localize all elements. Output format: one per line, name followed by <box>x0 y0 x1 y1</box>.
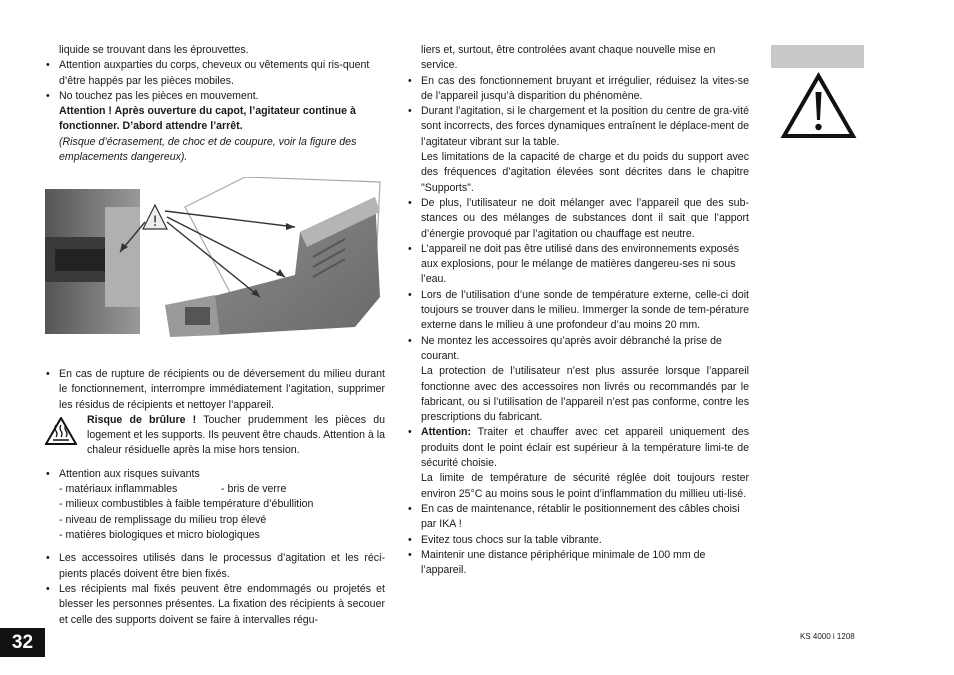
burn-warning-block <box>45 413 385 459</box>
load-limits: Les limitations de la capacité de charge et du poids du support avec des fréquences d’agitation élevées sont décrites dans le chapitre "Supports". <box>421 151 749 194</box>
risk-note: (Risque d’écrasement, de choc et de coupure, voir la figure des emplacements dangereux). <box>59 135 357 164</box>
left-column-bottom <box>45 367 385 628</box>
bullet-rupture: • En cas de rupture de récipients ou de déversement du milieu durant le fonctionnement, interrompre immédiatement l’agitation, supprimer les résidus de récipients et nettoyer l’appareil. <box>45 367 385 413</box>
continuation-text: liquide se trouvant dans les éprouvettes. <box>59 44 249 56</box>
bullet-badly-fixed: • Les récipients mal fixés peuvent être endommagés ou projetés et blesser les personnes présentes. La fixation des récipients à secouer et celle des supports doivent se faire à intervalles régu- <box>45 582 385 628</box>
attention-text: Traiter et chauffer avec cet appareil uniquement des produits dont le point éclair est supérieur à la température limi-te de sécurité choisie. <box>421 426 749 470</box>
bullet-accessories: • Les accessoires utilisés dans le processus d’agitation et les réci-pients placés doivent être bien fixés. <box>45 551 385 582</box>
middle-column <box>407 43 749 578</box>
risk-flammable: - matériaux inflammables <box>59 483 178 496</box>
burn-title: Risque de brûlure ! <box>87 413 197 426</box>
burn-text <box>87 413 385 459</box>
bullet-shocks: • Evitez tous chocs sur la table vibrante. <box>407 533 749 548</box>
bullet-mount: • Ne montez les accessoires qu’après avoir débranché la prise de courant. <box>407 334 749 365</box>
risks-intro: • Attention aux risques suivants <box>45 467 385 482</box>
bullet-distance: • Maintenir une distance périphérique minimale de 100 mm de l’appareil. <box>407 548 749 579</box>
attention-label: Attention: <box>421 426 472 439</box>
bullet-hair: • Attention auxparties du corps, cheveux ou vêtements qui ris-quent d’être happés par les pièces mobiles. <box>45 58 385 89</box>
risk-glass: - bris de verre <box>221 483 287 496</box>
bullet-noise: • En cas des fonctionnement bruyant et irrégulier, réduisez la vites-se de l’appareil jusqu’à disparition du phénomène. <box>407 74 749 105</box>
bullet-no-touch: • No touchez pas les pièces en mouvement. <box>45 89 385 104</box>
bullet-attention <box>407 425 749 471</box>
page-number: 32 <box>0 628 45 657</box>
safety-limit: La limite de température de sécurité réglée doit toujours rester environ 25°C au moins sous le point d’inflammation du millieu uti-lisé. <box>421 472 749 500</box>
bullet-probe: • Lors de l’utilisation d’une sonde de température externe, celle-ci doit toujours se trouver dans le milieu. Immerger la sonde de tem-pérature externe dans le milieu à une profondeur d’au moins 20 mm. <box>407 288 749 334</box>
bullet-load: • Durant l’agitation, si le chargement et la position du centre de gra-vité sont incorrects, des forces dynamiques entraînent le déplace-ment de l’agitateur vibrant sur la table. <box>407 104 749 150</box>
danger-zones-figure <box>45 177 385 337</box>
section-tab-bar <box>771 45 864 68</box>
continuation-service: liers et, surtout, être controlées avant chaque nouvelle mise en service. <box>421 44 716 72</box>
bullet-maintenance: • En cas de maintenance, rétablir le positionnement des câbles choisi par IKA ! <box>407 502 749 533</box>
svg-text:!: ! <box>152 214 158 230</box>
bullet-mix: • De plus, l’utilisateur ne doit mélanger avec l’appareil que des sub-stances ou des mélanges de substances dont il sait que l’apport d’énergie provoqué par l’agitation ou chauffage est neutre. <box>407 196 749 242</box>
burn-body: Toucher prudemment les pièces du logement et les supports. Ils peuvent être chauds. Attention à la chaleur résiduelle après la mise hors tension. <box>87 413 385 457</box>
document-code: KS 4000 i 1208 <box>800 632 855 641</box>
risk-fill-level: - niveau de remplissage du milieu trop élevé <box>59 513 267 526</box>
bullet-explosive: • L’appareil ne doit pas être utilisé dans des environnements exposés aux explosions, pour le mélange de matières dangereu-ses ni sous l’eau. <box>407 242 749 288</box>
protection-text: La protection de l’utilisateur n’est plus assurée lorsque l’appareil fonctionne avec des accessoires non livrés ou recommandés par le fabricant, ou si l’utilisation de l’appareil n’est pas conforme, contre les prescriptions du fabricant. <box>421 365 749 424</box>
hot-surface-warning-icon <box>45 417 77 445</box>
shaker-illustration <box>45 177 385 337</box>
attention-hood: Attention ! Après ouverture du capot, l’agitateur continue à fonctionner. D’abord attendre l’arrêt. <box>59 105 356 133</box>
risk-combustible: - milieux combustibles à faible température d’ébullition <box>59 498 314 511</box>
left-column-top <box>45 43 385 165</box>
risk-biological: - matières biologiques et micro biologiques <box>59 529 260 542</box>
risk-row-1 <box>45 482 385 497</box>
warning-triangle-icon <box>780 72 857 140</box>
